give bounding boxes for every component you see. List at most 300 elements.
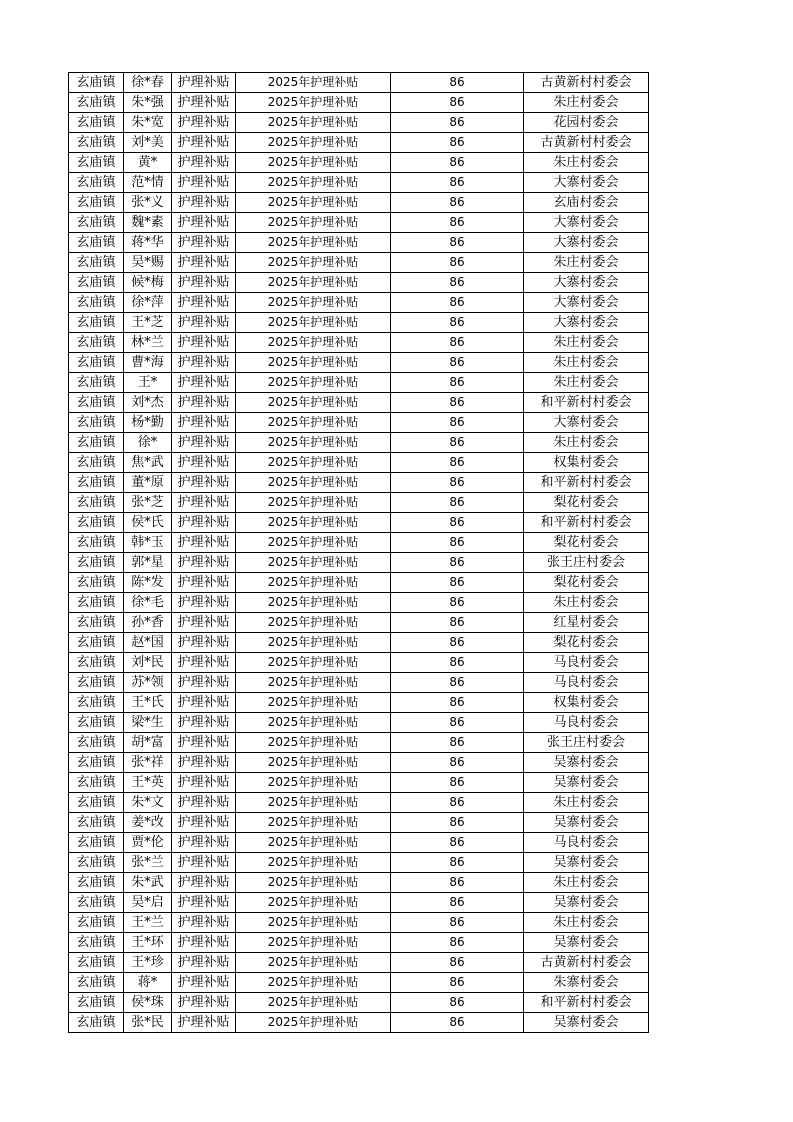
town-cell: 玄庙镇 [69, 473, 124, 493]
table-row [69, 513, 649, 533]
town-cell: 玄庙镇 [69, 1013, 124, 1033]
amount-cell: 86 [391, 753, 524, 773]
amount-cell: 86 [391, 533, 524, 553]
subsidy-item-cell: 2025年护理补贴 [236, 453, 391, 473]
town-cell: 玄庙镇 [69, 273, 124, 293]
subsidy-type-cell: 护理补贴 [172, 153, 236, 173]
town-cell: 玄庙镇 [69, 893, 124, 913]
amount-cell: 86 [391, 973, 524, 993]
subsidy-type-cell: 护理补贴 [172, 693, 236, 713]
amount-cell: 86 [391, 293, 524, 313]
name-cell: 林*兰 [124, 333, 172, 353]
subsidy-item-cell: 2025年护理补贴 [236, 653, 391, 673]
village-committee-cell: 马良村委会 [524, 653, 649, 673]
name-cell: 朱*强 [124, 93, 172, 113]
table-row [69, 473, 649, 493]
table-row [69, 673, 649, 693]
amount-cell: 86 [391, 793, 524, 813]
subsidy-item-cell: 2025年护理补贴 [236, 1013, 391, 1033]
town-cell: 玄庙镇 [69, 433, 124, 453]
town-cell: 玄庙镇 [69, 313, 124, 333]
town-cell: 玄庙镇 [69, 753, 124, 773]
subsidy-item-cell: 2025年护理补贴 [236, 673, 391, 693]
amount-cell: 86 [391, 153, 524, 173]
village-committee-cell: 朱寨村委会 [524, 973, 649, 993]
subsidy-type-cell: 护理补贴 [172, 373, 236, 393]
subsidy-type-cell: 护理补贴 [172, 753, 236, 773]
subsidy-table [68, 72, 649, 1033]
subsidy-item-cell: 2025年护理补贴 [236, 793, 391, 813]
village-committee-cell: 和平新村村委会 [524, 393, 649, 413]
subsidy-item-cell: 2025年护理补贴 [236, 133, 391, 153]
table-row [69, 73, 649, 93]
name-cell: 董*原 [124, 473, 172, 493]
town-cell: 玄庙镇 [69, 73, 124, 93]
village-committee-cell: 朱庄村委会 [524, 913, 649, 933]
subsidy-item-cell: 2025年护理补贴 [236, 273, 391, 293]
table-row [69, 933, 649, 953]
subsidy-type-cell: 护理补贴 [172, 613, 236, 633]
table-row [69, 873, 649, 893]
subsidy-item-cell: 2025年护理补贴 [236, 513, 391, 533]
amount-cell: 86 [391, 713, 524, 733]
amount-cell: 86 [391, 213, 524, 233]
village-committee-cell: 朱庄村委会 [524, 333, 649, 353]
town-cell: 玄庙镇 [69, 253, 124, 273]
subsidy-type-cell: 护理补贴 [172, 733, 236, 753]
subsidy-type-cell: 护理补贴 [172, 713, 236, 733]
subsidy-type-cell: 护理补贴 [172, 893, 236, 913]
name-cell: 焦*武 [124, 453, 172, 473]
subsidy-type-cell: 护理补贴 [172, 173, 236, 193]
amount-cell: 86 [391, 813, 524, 833]
subsidy-item-cell: 2025年护理补贴 [236, 373, 391, 393]
subsidy-item-cell: 2025年护理补贴 [236, 993, 391, 1013]
subsidy-item-cell: 2025年护理补贴 [236, 933, 391, 953]
amount-cell: 86 [391, 893, 524, 913]
name-cell: 郭*星 [124, 553, 172, 573]
table-row [69, 213, 649, 233]
town-cell: 玄庙镇 [69, 613, 124, 633]
name-cell: 杨*勤 [124, 413, 172, 433]
subsidy-item-cell: 2025年护理补贴 [236, 833, 391, 853]
subsidy-item-cell: 2025年护理补贴 [236, 293, 391, 313]
town-cell: 玄庙镇 [69, 653, 124, 673]
name-cell: 朱*武 [124, 873, 172, 893]
amount-cell: 86 [391, 333, 524, 353]
subsidy-type-cell: 护理补贴 [172, 513, 236, 533]
subsidy-item-cell: 2025年护理补贴 [236, 73, 391, 93]
table-row [69, 573, 649, 593]
subsidy-type-cell: 护理补贴 [172, 353, 236, 373]
subsidy-type-cell: 护理补贴 [172, 93, 236, 113]
village-committee-cell: 古黄新村村委会 [524, 133, 649, 153]
subsidy-item-cell: 2025年护理补贴 [236, 873, 391, 893]
subsidy-type-cell: 护理补贴 [172, 813, 236, 833]
table-row [69, 733, 649, 753]
table-row [69, 273, 649, 293]
name-cell: 王*兰 [124, 913, 172, 933]
subsidy-item-cell: 2025年护理补贴 [236, 333, 391, 353]
name-cell: 吴*启 [124, 893, 172, 913]
name-cell: 蒋*华 [124, 233, 172, 253]
subsidy-type-cell: 护理补贴 [172, 653, 236, 673]
table-row [69, 593, 649, 613]
name-cell: 王*氏 [124, 693, 172, 713]
subsidy-type-cell: 护理补贴 [172, 493, 236, 513]
name-cell: 刘*杰 [124, 393, 172, 413]
amount-cell: 86 [391, 433, 524, 453]
town-cell: 玄庙镇 [69, 813, 124, 833]
subsidy-item-cell: 2025年护理补贴 [236, 813, 391, 833]
name-cell: 魏*素 [124, 213, 172, 233]
town-cell: 玄庙镇 [69, 773, 124, 793]
town-cell: 玄庙镇 [69, 993, 124, 1013]
amount-cell: 86 [391, 1013, 524, 1033]
village-committee-cell: 大寨村委会 [524, 293, 649, 313]
village-committee-cell: 吴寨村委会 [524, 893, 649, 913]
town-cell: 玄庙镇 [69, 193, 124, 213]
table-row [69, 833, 649, 853]
subsidy-type-cell: 护理补贴 [172, 953, 236, 973]
subsidy-item-cell: 2025年护理补贴 [236, 153, 391, 173]
town-cell: 玄庙镇 [69, 333, 124, 353]
amount-cell: 86 [391, 613, 524, 633]
subsidy-item-cell: 2025年护理补贴 [236, 573, 391, 593]
town-cell: 玄庙镇 [69, 153, 124, 173]
town-cell: 玄庙镇 [69, 693, 124, 713]
amount-cell: 86 [391, 953, 524, 973]
subsidy-type-cell: 护理补贴 [172, 73, 236, 93]
town-cell: 玄庙镇 [69, 353, 124, 373]
amount-cell: 86 [391, 493, 524, 513]
subsidy-type-cell: 护理补贴 [172, 473, 236, 493]
subsidy-item-cell: 2025年护理补贴 [236, 193, 391, 213]
table-row [69, 1013, 649, 1033]
subsidy-type-cell: 护理补贴 [172, 413, 236, 433]
amount-cell: 86 [391, 373, 524, 393]
amount-cell: 86 [391, 633, 524, 653]
name-cell: 王*珍 [124, 953, 172, 973]
table-row [69, 773, 649, 793]
village-committee-cell: 古黄新村村委会 [524, 73, 649, 93]
amount-cell: 86 [391, 253, 524, 273]
subsidy-item-cell: 2025年护理补贴 [236, 213, 391, 233]
amount-cell: 86 [391, 173, 524, 193]
subsidy-type-cell: 护理补贴 [172, 633, 236, 653]
village-committee-cell: 朱庄村委会 [524, 93, 649, 113]
subsidy-type-cell: 护理补贴 [172, 133, 236, 153]
town-cell: 玄庙镇 [69, 833, 124, 853]
town-cell: 玄庙镇 [69, 453, 124, 473]
table-row [69, 793, 649, 813]
name-cell: 候*梅 [124, 273, 172, 293]
village-committee-cell: 大寨村委会 [524, 273, 649, 293]
table-row [69, 633, 649, 653]
amount-cell: 86 [391, 773, 524, 793]
name-cell: 苏*领 [124, 673, 172, 693]
name-cell: 张*民 [124, 1013, 172, 1033]
name-cell: 侯*珠 [124, 993, 172, 1013]
name-cell: 韩*玉 [124, 533, 172, 553]
subsidy-type-cell: 护理补贴 [172, 393, 236, 413]
town-cell: 玄庙镇 [69, 133, 124, 153]
amount-cell: 86 [391, 453, 524, 473]
name-cell: 梁*生 [124, 713, 172, 733]
name-cell: 范*情 [124, 173, 172, 193]
amount-cell: 86 [391, 993, 524, 1013]
name-cell: 黄* [124, 153, 172, 173]
subsidy-item-cell: 2025年护理补贴 [236, 173, 391, 193]
subsidy-item-cell: 2025年护理补贴 [236, 613, 391, 633]
subsidy-item-cell: 2025年护理补贴 [236, 233, 391, 253]
subsidy-item-cell: 2025年护理补贴 [236, 533, 391, 553]
subsidy-type-cell: 护理补贴 [172, 233, 236, 253]
table-row [69, 393, 649, 413]
subsidy-item-cell: 2025年护理补贴 [236, 693, 391, 713]
town-cell: 玄庙镇 [69, 793, 124, 813]
table-row [69, 333, 649, 353]
village-committee-cell: 大寨村委会 [524, 313, 649, 333]
amount-cell: 86 [391, 393, 524, 413]
village-committee-cell: 大寨村委会 [524, 233, 649, 253]
name-cell: 陈*发 [124, 573, 172, 593]
table-row [69, 413, 649, 433]
table-row [69, 893, 649, 913]
town-cell: 玄庙镇 [69, 533, 124, 553]
amount-cell: 86 [391, 413, 524, 433]
town-cell: 玄庙镇 [69, 553, 124, 573]
amount-cell: 86 [391, 933, 524, 953]
table-row [69, 553, 649, 573]
name-cell: 侯*氏 [124, 513, 172, 533]
village-committee-cell: 朱庄村委会 [524, 253, 649, 273]
table-row [69, 113, 649, 133]
amount-cell: 86 [391, 353, 524, 373]
table-row [69, 233, 649, 253]
village-committee-cell: 张王庄村委会 [524, 553, 649, 573]
table-row [69, 173, 649, 193]
village-committee-cell: 古黄新村村委会 [524, 953, 649, 973]
village-committee-cell: 马良村委会 [524, 673, 649, 693]
amount-cell: 86 [391, 673, 524, 693]
amount-cell: 86 [391, 513, 524, 533]
town-cell: 玄庙镇 [69, 953, 124, 973]
table-row [69, 653, 649, 673]
subsidy-item-cell: 2025年护理补贴 [236, 353, 391, 373]
table-row [69, 93, 649, 113]
subsidy-item-cell: 2025年护理补贴 [236, 313, 391, 333]
name-cell: 吴*赐 [124, 253, 172, 273]
table-row [69, 853, 649, 873]
village-committee-cell: 权集村委会 [524, 453, 649, 473]
subsidy-type-cell: 护理补贴 [172, 913, 236, 933]
subsidy-item-cell: 2025年护理补贴 [236, 633, 391, 653]
table-row [69, 533, 649, 553]
name-cell: 徐*毛 [124, 593, 172, 613]
amount-cell: 86 [391, 653, 524, 673]
amount-cell: 86 [391, 133, 524, 153]
village-committee-cell: 吴寨村委会 [524, 813, 649, 833]
table-body [69, 73, 649, 1033]
table-row [69, 193, 649, 213]
subsidy-type-cell: 护理补贴 [172, 213, 236, 233]
village-committee-cell: 玄庙村委会 [524, 193, 649, 213]
subsidy-type-cell: 护理补贴 [172, 973, 236, 993]
amount-cell: 86 [391, 593, 524, 613]
village-committee-cell: 和平新村村委会 [524, 513, 649, 533]
table-row [69, 353, 649, 373]
village-committee-cell: 吴寨村委会 [524, 753, 649, 773]
village-committee-cell: 张王庄村委会 [524, 733, 649, 753]
subsidy-type-cell: 护理补贴 [172, 533, 236, 553]
village-committee-cell: 大寨村委会 [524, 173, 649, 193]
subsidy-item-cell: 2025年护理补贴 [236, 913, 391, 933]
amount-cell: 86 [391, 93, 524, 113]
name-cell: 张*兰 [124, 853, 172, 873]
village-committee-cell: 马良村委会 [524, 833, 649, 853]
village-committee-cell: 和平新村村委会 [524, 993, 649, 1013]
village-committee-cell: 大寨村委会 [524, 213, 649, 233]
subsidy-item-cell: 2025年护理补贴 [236, 413, 391, 433]
village-committee-cell: 花园村委会 [524, 113, 649, 133]
name-cell: 刘*美 [124, 133, 172, 153]
amount-cell: 86 [391, 913, 524, 933]
village-committee-cell: 梨花村委会 [524, 493, 649, 513]
table-row [69, 813, 649, 833]
subsidy-type-cell: 护理补贴 [172, 993, 236, 1013]
village-committee-cell: 梨花村委会 [524, 573, 649, 593]
subsidy-type-cell: 护理补贴 [172, 293, 236, 313]
table-row [69, 613, 649, 633]
table-row [69, 973, 649, 993]
town-cell: 玄庙镇 [69, 173, 124, 193]
village-committee-cell: 红星村委会 [524, 613, 649, 633]
subsidy-type-cell: 护理补贴 [172, 193, 236, 213]
name-cell: 赵*国 [124, 633, 172, 653]
town-cell: 玄庙镇 [69, 293, 124, 313]
subsidy-item-cell: 2025年护理补贴 [236, 253, 391, 273]
village-committee-cell: 梨花村委会 [524, 533, 649, 553]
subsidy-type-cell: 护理补贴 [172, 853, 236, 873]
subsidy-item-cell: 2025年护理补贴 [236, 493, 391, 513]
table-row [69, 993, 649, 1013]
table-row [69, 913, 649, 933]
subsidy-type-cell: 护理补贴 [172, 113, 236, 133]
town-cell: 玄庙镇 [69, 233, 124, 253]
village-committee-cell: 朱庄村委会 [524, 353, 649, 373]
name-cell: 王*芝 [124, 313, 172, 333]
village-committee-cell: 朱庄村委会 [524, 593, 649, 613]
town-cell: 玄庙镇 [69, 973, 124, 993]
amount-cell: 86 [391, 233, 524, 253]
name-cell: 徐*萍 [124, 293, 172, 313]
subsidy-item-cell: 2025年护理补贴 [236, 713, 391, 733]
table-row [69, 293, 649, 313]
subsidy-item-cell: 2025年护理补贴 [236, 473, 391, 493]
table-row [69, 953, 649, 973]
town-cell: 玄庙镇 [69, 373, 124, 393]
name-cell: 姜*改 [124, 813, 172, 833]
amount-cell: 86 [391, 73, 524, 93]
amount-cell: 86 [391, 733, 524, 753]
table-row [69, 693, 649, 713]
subsidy-type-cell: 护理补贴 [172, 793, 236, 813]
town-cell: 玄庙镇 [69, 493, 124, 513]
subsidy-item-cell: 2025年护理补贴 [236, 593, 391, 613]
village-committee-cell: 朱庄村委会 [524, 873, 649, 893]
name-cell: 张*义 [124, 193, 172, 213]
amount-cell: 86 [391, 473, 524, 493]
name-cell: 胡*富 [124, 733, 172, 753]
amount-cell: 86 [391, 833, 524, 853]
subsidy-type-cell: 护理补贴 [172, 933, 236, 953]
town-cell: 玄庙镇 [69, 93, 124, 113]
table-row [69, 433, 649, 453]
amount-cell: 86 [391, 553, 524, 573]
town-cell: 玄庙镇 [69, 933, 124, 953]
name-cell: 张*祥 [124, 753, 172, 773]
town-cell: 玄庙镇 [69, 513, 124, 533]
table-row [69, 153, 649, 173]
name-cell: 徐* [124, 433, 172, 453]
subsidy-type-cell: 护理补贴 [172, 453, 236, 473]
subsidy-item-cell: 2025年护理补贴 [236, 973, 391, 993]
subsidy-item-cell: 2025年护理补贴 [236, 733, 391, 753]
subsidy-type-cell: 护理补贴 [172, 333, 236, 353]
amount-cell: 86 [391, 313, 524, 333]
village-committee-cell: 朱庄村委会 [524, 793, 649, 813]
subsidy-type-cell: 护理补贴 [172, 313, 236, 333]
subsidy-item-cell: 2025年护理补贴 [236, 113, 391, 133]
name-cell: 张*芝 [124, 493, 172, 513]
name-cell: 王* [124, 373, 172, 393]
table-row [69, 493, 649, 513]
village-committee-cell: 朱庄村委会 [524, 433, 649, 453]
town-cell: 玄庙镇 [69, 213, 124, 233]
name-cell: 王*环 [124, 933, 172, 953]
town-cell: 玄庙镇 [69, 413, 124, 433]
village-committee-cell: 马良村委会 [524, 713, 649, 733]
amount-cell: 86 [391, 853, 524, 873]
table-row [69, 373, 649, 393]
subsidy-type-cell: 护理补贴 [172, 673, 236, 693]
table-row [69, 313, 649, 333]
subsidy-type-cell: 护理补贴 [172, 593, 236, 613]
village-committee-cell: 梨花村委会 [524, 633, 649, 653]
table-row [69, 453, 649, 473]
town-cell: 玄庙镇 [69, 873, 124, 893]
subsidy-type-cell: 护理补贴 [172, 433, 236, 453]
name-cell: 蒋* [124, 973, 172, 993]
village-committee-cell: 吴寨村委会 [524, 853, 649, 873]
town-cell: 玄庙镇 [69, 733, 124, 753]
table-row [69, 253, 649, 273]
table-row [69, 713, 649, 733]
name-cell: 曹*海 [124, 353, 172, 373]
town-cell: 玄庙镇 [69, 113, 124, 133]
amount-cell: 86 [391, 873, 524, 893]
subsidy-type-cell: 护理补贴 [172, 573, 236, 593]
table-row [69, 753, 649, 773]
village-committee-cell: 吴寨村委会 [524, 933, 649, 953]
subsidy-item-cell: 2025年护理补贴 [236, 773, 391, 793]
name-cell: 朱*文 [124, 793, 172, 813]
name-cell: 刘*民 [124, 653, 172, 673]
town-cell: 玄庙镇 [69, 853, 124, 873]
amount-cell: 86 [391, 113, 524, 133]
town-cell: 玄庙镇 [69, 393, 124, 413]
